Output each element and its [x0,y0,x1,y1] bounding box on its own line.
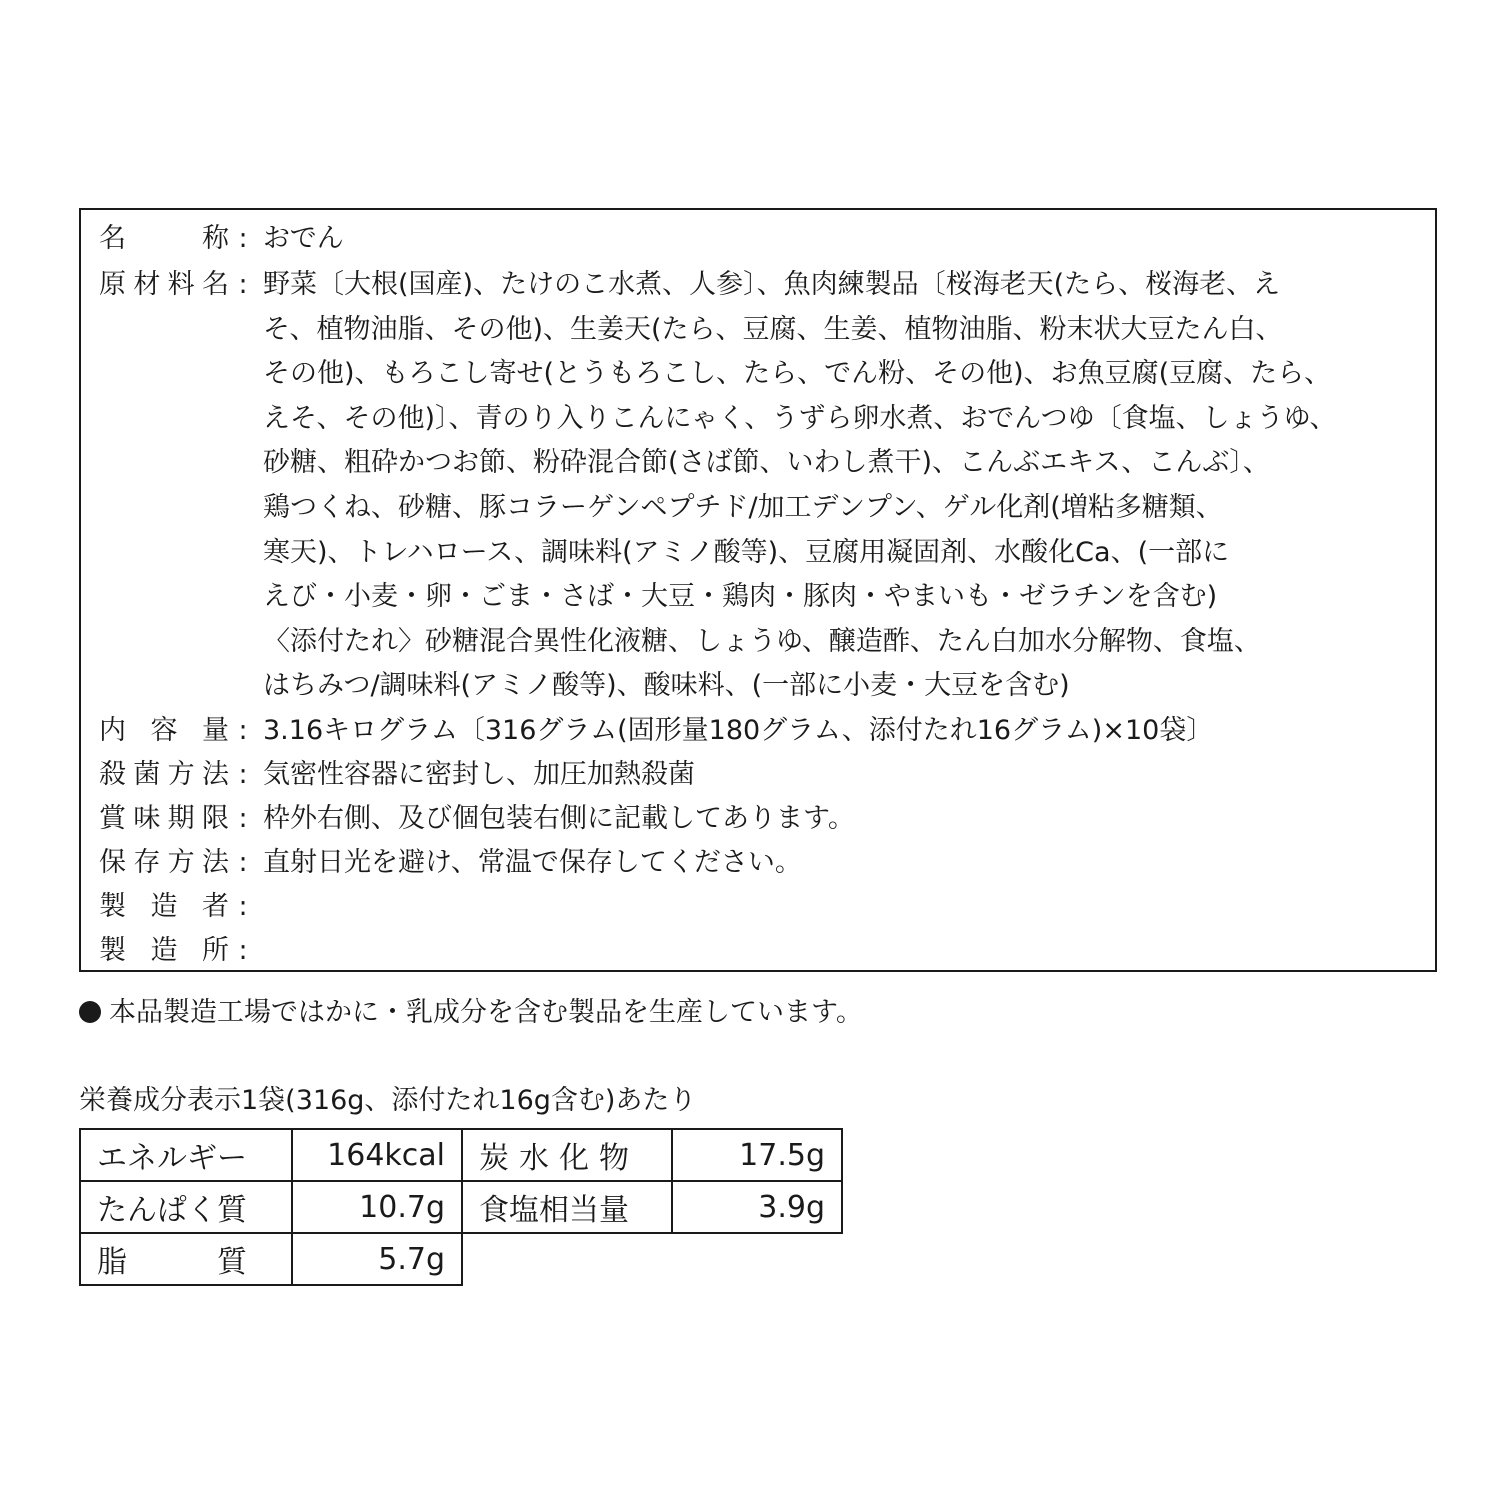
nutrition-value-protein: 10.7g [292,1181,462,1233]
ingredients-text [263,263,1435,709]
nutrition-value-carbs: 17.5g [672,1129,842,1181]
nutrition-label-fat: 脂 質 [80,1233,292,1285]
label-colon: : [238,847,248,878]
label-key-ingredients: 原 材 料 名 [99,269,229,300]
label-key-manufacturer: 製 造 者 [99,891,229,922]
label-colon: : [238,803,248,834]
bullet-icon [79,1001,101,1023]
ingredients-line: 〈添付たれ〉砂糖混合異性化液糖、しょうゆ、醸造酢、たん白加水分解物、食塩、 [263,625,1261,657]
label-colon: : [238,891,248,922]
ingredients-line: えび・小麦・卵・ごま・さば・大豆・鶏肉・豚肉・やまいも・ゼラチンを含む) [263,581,1218,613]
label-colon: : [238,935,248,966]
label-row-manufacturer [99,885,1425,929]
allergen-note [79,993,863,1033]
table-row [80,1233,842,1285]
label-colon: : [238,759,248,790]
nutrition-label-energy: エネルギー [80,1129,292,1181]
label-value-storage: 直射日光を避け、常温で保存してください。 [263,847,802,878]
food-label-box [79,208,1437,972]
label-key-name: 名 称 [99,223,229,254]
nutrition-label-carbs: 炭 水 化 物 [462,1129,672,1181]
nutrition-value-energy: 164kcal [292,1129,462,1181]
label-value-best-before: 枠外右側、及び個包装右側に記載してあります。 [263,803,855,834]
label-colon: : [238,223,248,254]
ingredients-line: 鶏つくね、砂糖、豚コラーゲンペプチド/加工デンプン、ゲル化剤(増粘多糖類、 [263,491,1223,523]
label-key-best-before: 賞 味 期 限 [99,803,229,834]
label-colon: : [238,715,248,746]
empty-cell [672,1233,842,1285]
ingredients-line: 砂糖、粗砕かつお節、粉砕混合節(さば節、いわし煮干)、こんぶエキス、こんぶ〕、 [263,447,1270,479]
label-row-best-before [99,797,1425,841]
ingredients-line: 野菜〔大根(国産)、たけのこ水煮、人参〕、魚肉練製品〔桜海老天(たら、桜海老、え [263,269,1281,300]
label-row-storage [99,841,1425,885]
nutrition-title: 栄養成分表示1袋(316g、添付たれ16g含む)あたり [79,1085,697,1116]
ingredients-line: その他)、もろこし寄せ(とうもろこし、たら、でん粉、その他)、お魚豆腐(豆腐、たら、 [263,358,1332,390]
label-key-contents: 内 容 量 [99,715,229,746]
ingredients-line: そ、植物油脂、その他)、生姜天(たら、豆腐、生姜、植物油脂、粉末状大豆たん白、 [263,313,1283,345]
nutrition-table [79,1128,843,1286]
table-row [80,1181,842,1233]
nutrition-label-protein: たんぱく質 [80,1181,292,1233]
nutrition-value-salt: 3.9g [672,1181,842,1233]
label-value-sterilization: 気密性容器に密封し、加圧加熱殺菌 [263,759,695,790]
label-key-sterilization: 殺 菌 方 法 [99,759,229,790]
nutrition-value-fat: 5.7g [292,1233,462,1285]
nutrition-label-salt: 食塩相当量 [462,1181,672,1233]
label-key-storage: 保 存 方 法 [99,847,229,878]
label-value-name: おでん [263,223,344,254]
empty-cell [462,1233,672,1285]
ingredients-line: はちみつ/調味料(アミノ酸等)、酸味料、(一部に小麦・大豆を含む) [263,670,1070,702]
ingredients-line: えそ、その他)〕、青のり入りこんにゃく、うずら卵水煮、おでんつゆ〔食塩、しょうゆ、 [263,402,1337,434]
label-colon: : [238,269,248,300]
ingredients-line: 寒天)、トレハロース、調味料(アミノ酸等)、豆腐用凝固剤、水酸化Ca、(一部に [263,536,1230,568]
label-row-name [99,217,1425,261]
label-row-factory [99,929,1425,973]
label-row-sterilization [99,753,1425,797]
label-row-contents [99,709,1425,753]
allergen-note-text: 本品製造工場ではかに・乳成分を含む製品を生産しています。 [109,997,863,1028]
label-value-contents: 3.16キログラム〔316グラム(固形量180グラム、添付たれ16グラム)×10袋〕 [263,715,1214,746]
label-key-factory: 製 造 所 [99,935,229,966]
table-row [80,1129,842,1181]
